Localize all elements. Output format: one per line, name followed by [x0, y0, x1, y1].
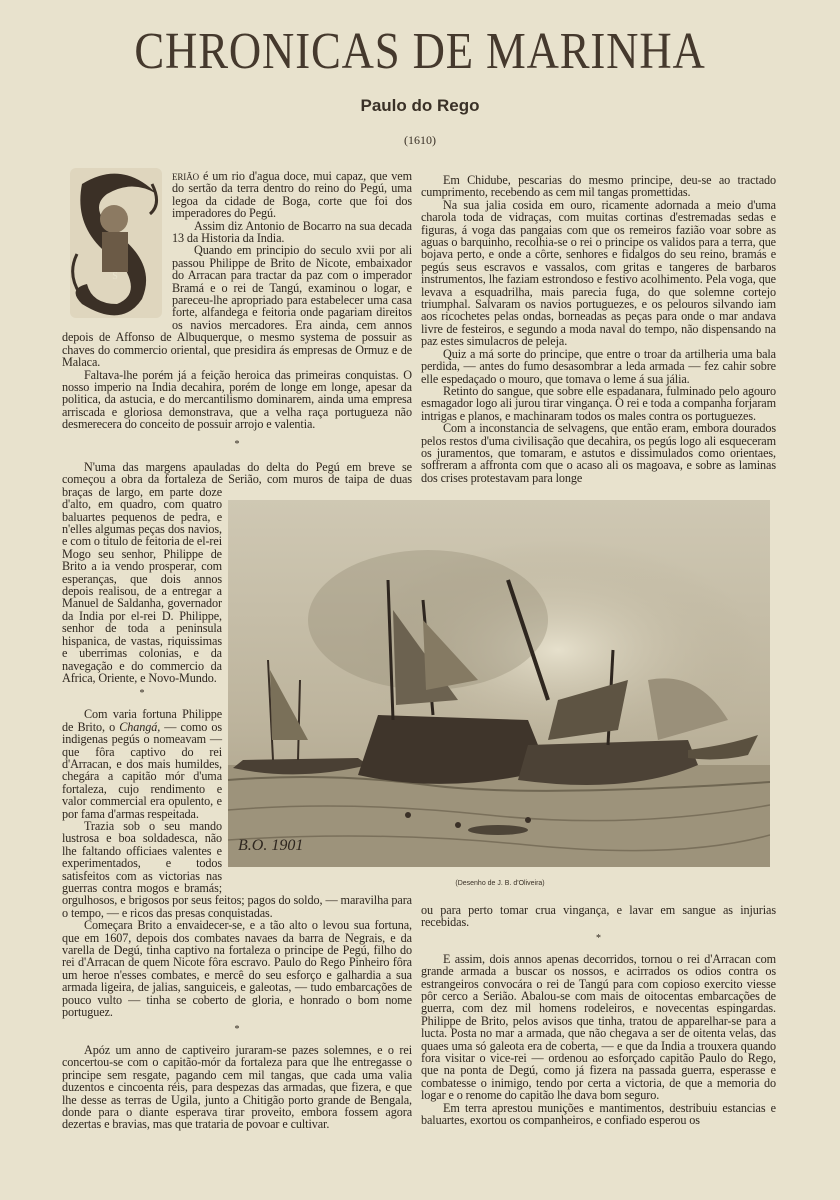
paragraph: Em terra aprestou munições e mantimentos, destribuiu estancias e baluartes, exortou os companheiros, e confiado esperou os: [421, 1100, 776, 1128]
left-column-top: [62, 170, 412, 459]
article-year: (1610): [404, 133, 436, 147]
paragraph: Com a inconstancia de selvagens, que então eram, embora dourados pelos restos d'uma civilisação que decahira, os pegús logo ali esqueceram os juramentos, que tomaram, e astutos e dissimulados como orientaes, soffreram a affronta com que o acaso ali os magoava, e sobre as laminas dos crises protestavam para longe: [421, 421, 776, 485]
artist-signature: B.O. 1901: [238, 837, 304, 854]
paragraph: ou para perto tomar crua vingança, e lavar em sangue as injurias recebidas.: [421, 903, 776, 930]
section-separator: *: [139, 688, 145, 700]
paragraph: Em Chidube, pescarias do mesmo principe, deu-se ao tractado cumprimento, recebendo as cem mil tangas promettidas.: [421, 173, 776, 200]
paragraph: Quiz a má sorte do principe, que entre o troar da artilheria uma bala perdida, — antes do fumo desasombrar a leda armada — fez cahir sobre elle espedaçado o mouro, que tomava o leme á sua jália.: [421, 346, 776, 386]
page-title: CHRONICAS DE MARINHA: [134, 23, 706, 80]
section-separator: *: [596, 932, 601, 944]
naval-battle-illustration: [228, 500, 770, 867]
dropcap-illustration: [62, 164, 168, 328]
illustration-caption: (Desenho de J. B. d'Oliveira): [455, 880, 545, 887]
paragraph: Com varia fortuna Philippe de Brito, o Changá, — como os indigenas pegús o nomeavam — que fôra captivo do rei d'Arracan, e dos mais humildes, chegára a capitão mór d'uma fortaleza, cujo rendimento e valor commercial era opulento, e por fama d'armas respeitada.: [62, 707, 222, 821]
section-separator: *: [234, 1024, 240, 1035]
paragraph: Retinto do sangue, que sobre elle espadanara, fulminado pelo agouro esmagador logo ali jurou tirar vingança. O rei e toda a companha forjaram intrigas e planos, e machinaram todos os males contra os portuguezes.: [421, 383, 776, 423]
paragraph: Trazia sob o seu mando lustrosa e boa soldadesca, não lhe faltando officiaes valentes e experimentados, e todos satisfeitos com as victorias nas guerras contra mogos e bramás; orgulhosos, e brigosos por seus feitos; pagos do soldo, — maravilha para o tempo, — e ricos das presas conquistadas.: [62, 818, 412, 920]
left-column-bottom: [62, 1044, 412, 1131]
paragraph: Quando em principio do seculo xvii por ali passou Philippe de Brito de Nicote, embaixador do Arracan para tractar da paz com o imperador Bramá e o rei de Tangú, examinou o logar, e pareceu-lhe apropriado para estabelecer uma casa forte, alfandega e feitoria onde pagariam direitos os navios mercadores. Era ainda, cem annos depois de Affonso de Albuquerque, o mesmo systema de possuir as chaves do commercio oriental, que presidira ás empresas de Ormuz e de Malaca.: [62, 243, 412, 370]
paragraph: é um rio d'agua doce, mui capaz, que vem do sertão da terra dentro do reino do Pegú, uma legoa da cidade de Boga, corte que foi dos imperadores do Pegú.: [172, 169, 412, 221]
paragraph: E assim, dois annos apenas decorridos, tornou o rei d'Arracan com grande armada a buscar os nossos, e acirrados os odios contra os estrangeiros convocára o rei de Tangú para com copioso exercito viesse pôr cerco a Serião. Abalou-se com mais de oitocentas embarcações de guerra, com dez mil homens rodeleiros, e novecentas espingardas. Philippe de Brito, pelos avisos que tinha, tratou de apparelhar-se para a lucta. Posta no mar a armada, que não chegava a ser de oitenta velas, das quaes uma só galeota era de coberta, — e que da India a trouxera quando fora visitar o vice-rei — ordenou ao esforçado capitão Paulo do Rego, que na ponta de Degú, como já fizera na passada guerra, esperasse e combatesse o inimigo, tendo por certa a victoria, de que a memoria do logar e o renome do capitão lhe dava bom seguro.: [421, 951, 776, 1103]
paragraph: Começara Brito a envaidecer-se, e a tão alto o levou sua fortuna, que em 1607, depois dos combates navaes da barra de Negrais, e da varella de Degú, tinha captivo na fortaleza o principe de Pegú, filho do rei d'Arracan de quem Nicote fôra escravo. Paulo do Rego Pinheiro fôra um heroe n'esses combates, e mercê do seu esforço e galhardia a sua armada ligeira, de jalias, sanguiceis, e galeotas, — tudo embarcações de pouco vulto — tinha se coberto de gloria, e honrado o bom nome portuguez.: [62, 918, 412, 1020]
article-author: Paulo do Rego: [360, 96, 480, 115]
paragraph: Faltava-lhe porém já a feição heroica das primeiras conquistas. O nosso imperio na India decahira, porém de longe em longe, apesar da politica, da astucia, e do mercantilismo dominarem, ainda uma empresa arriscada e gloriosa demonstrava, que a velha raça portugueza não desmerecera do conceito de possuir arrojo e valentia.: [62, 367, 412, 432]
dropcap-word: erião: [172, 169, 199, 183]
right-column-top: [421, 174, 776, 484]
right-column-bottom: [421, 904, 776, 1127]
paragraph: Apóz um anno de captiveiro juraram-se pazes solemnes, e o rei concertou-se com o capitão-mór da fortaleza para que lhe entregasse o principe sem resgate, pagando cem mil tangas, que cada uma valia duzentos e cincoenta réis, para despezas das armadas, que fizera, e que lhe desse as terras de Ugila, junto a Chitigão porto grande de Bengala, donde para o diante esperava tirar proveito, embora fossem agora dezertas e bravias, mas que trataria de povoar e cultivar.: [62, 1043, 412, 1132]
paragraph: N'uma das margens apauladas do delta do Pegú em breve se começou a obra da fortaleza de Serião, com muros de taipa de duas braças de largo, em parte doze d'alto, em quadro, com quatro baluartes pequenos de pedra, e n'elles algumas peças dos navios, e com o titulo de feitoria de el-rei Mogo seu senhor, Philippe de Brito a ia vendo prosperar, com esperanças, que dois annos depois realisou, de a entregar a Manuel de Saldanha, governador da India por el-rei D. Philippe, senhor de toda a peninsula hispanica, de vastas, riquissimas e uberrimas colonias, e da navegação e do commercio da Africa, Oriente, e Novo-Mundo.: [62, 460, 412, 685]
dropcap-letter: S: [112, 271, 118, 282]
paragraph: Na sua jalia cosida em ouro, ricamente adornada a meio d'uma charola toda de vidraças, com muitas cortinas d'estremadas sedas e figuras, á voga das pangaias com que os remeiros fazião voar sobre as aguas o barquinho, recolhia-se o rei o principe os validos para a terra, que bojava perto, e onde a côrte, senhores e fidalgos do seu reino, bramás e pegús seus escravos e vassalos, com gritas e tangeres de barbaros instrumentos, lhe faziam estrondoso e festivo acolhimento. Pela voga, que levava a esquadrilha, mais parecia fuga, do que solemne cortejo triumphal. Salvaram os navios portuguezes, e os pelouros silvando iam aos ricochetes pelas ondas, borneadas as peças para onde o mar andava livre de festeiros, e segundo a moda naval do tempo, não dispensando na paz estes simulacros de peleja.: [421, 197, 776, 349]
section-separator: *: [234, 438, 240, 450]
paragraph: Assim diz Antonio de Bocarro na sua decada 13 da Historia da India.: [172, 218, 412, 246]
